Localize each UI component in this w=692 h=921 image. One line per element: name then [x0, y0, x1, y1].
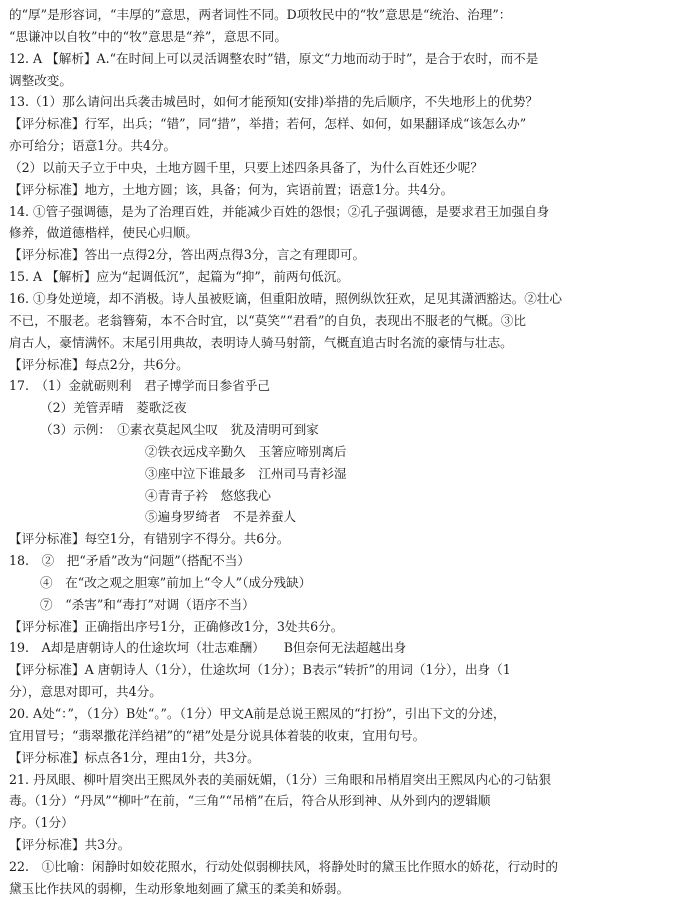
- text-line: 分），意思对即可，共4分。: [9, 684, 162, 700]
- text-line: ④青青子衿 悠悠我心: [145, 487, 271, 503]
- text-line: ④ 在“改之观之胆寒”前加上“令人”（成分残缺）: [40, 574, 312, 590]
- text-line: 【评分标准】每空1分，有错别字不得分。共6分。: [9, 531, 290, 547]
- text-line: “思谦冲以自牧”中的“牧”意思是“养”，意思不同。: [9, 28, 287, 44]
- text-line: ③座中泣下谁最多 江州司马青衫湿: [145, 465, 347, 481]
- text-line: 13.（1）那么请问出兵袭击城邑时，如何才能预知(安排)举措的先后顺序，不失地形上的优势？: [9, 94, 539, 110]
- text-line: 毒。（1分）“丹凤”“柳叶”在前，“三角”“吊梢”在后，符合从形到神、从外到内的逻辑顺: [9, 793, 491, 809]
- text-line: 的“厚”是形容词，“丰厚的”意思，两者词性不同。D项牧民中的“牧”意思是“统治、治理”：: [9, 7, 512, 22]
- text-line: 亦可给分；语意1分。共4分。: [9, 138, 177, 154]
- text-line: 18. ② 把“矛盾”改为“问题”（搭配不当）: [9, 553, 250, 569]
- text-line: ⑦ “杀害”和“毒打”对调（语序不当）: [40, 596, 255, 612]
- text-line: 12. A 【解析】A.“在时间上可以灵活调整农时”错，原文“力地而动于时”，是合于农时，而不是: [9, 50, 539, 66]
- text-line: 【评分标准】行军，出兵；“错”，同“措”，举措；若何，怎样、如何，如果翻译成“该怎么办”: [9, 116, 527, 132]
- text-line: 肩古人，豪情满怀。末尾引用典故，表明诗人骑马射箭，气概直追古时名流的豪情与壮志。: [9, 334, 513, 350]
- text-line: 宜用冒号；“翡翠撒花洋绉裙”的“裙”处是分说具体着装的收束，宜用句号。: [9, 727, 426, 743]
- text-line: 【评分标准】每点2分，共6分。: [9, 356, 189, 372]
- text-line: 调整改变。: [9, 72, 72, 88]
- text-line: ⑤遍身罗绮者 不是养蚕人: [145, 509, 297, 525]
- text-line: ②铁衣远戍辛勤久 玉箸应啼别离后: [145, 443, 347, 459]
- text-line: 19. A却是唐朝诗人的仕途坎坷（壮志难酬） B但奈何无法超越出身: [9, 640, 407, 656]
- text-line: 21. 丹凤眼、柳叶眉突出王熙凤外表的美丽妩媚，（1分）三角眼和吊梢眉突出王熙凤内心的刁钻狠: [9, 771, 552, 787]
- text-line: （2）羌管弄晴 菱歌泛夜: [40, 400, 187, 416]
- text-line: 【评分标准】正确指出序号1分，正确修改1分，3处共6分。: [9, 618, 344, 634]
- text-line: 不已，不服老。老翁簪菊，本不合时宜，以“莫笑”“君看”的自负，表现出不服老的气概。③比: [9, 312, 526, 328]
- text-line: 16. ①身处逆境，却不消极。诗人虽被贬谪，但重阳放晴，照例纵饮狂欢，足见其潇洒豁达。②壮心: [9, 290, 562, 306]
- text-line: 17. （1）金就砺则利 君子博学而日参省乎己: [9, 378, 271, 394]
- text-line: 22. ①比喻：闲静时如姣花照水，行动处似弱柳扶风，将静处时的黛玉比作照水的娇花，行动时的: [9, 858, 558, 874]
- text-line: 15. A 【解析】应为“起调低沉”，起篇为“抑”，前两句低沉。: [9, 269, 349, 285]
- text-line: 【评分标准】标点各1分，理由1分，共3分。: [9, 749, 260, 765]
- text-line: （3）示例： ①素衣莫起风尘叹 犹及清明可到家: [40, 422, 319, 438]
- text-line: 【评分标准】答出一点得2分，答出两点得3分，言之有理即可。: [9, 247, 366, 263]
- text-line: 修养，做道德楷样，使民心归顺。: [9, 225, 198, 241]
- text-line: 【评分标准】地方，土地方圆；该，具备；何为，宾语前置；语意1分。共4分。: [9, 181, 454, 197]
- text-line: 序。（1分）: [9, 815, 74, 831]
- text-line: （2）以前天子立于中央，土地方圆千里，只要上述四条具备了，为什么百姓还少呢？: [9, 159, 483, 175]
- text-line: 20. A处“：”，（1分）B处“。”。（1分）甲文A前是总说王熙凤的“打扮”，引出下文的分述，: [9, 706, 506, 721]
- text-line: 【评分标准】A 唐朝诗人（1分），仕途坎坷（1分）；B表示“转折”的用词（1分），出身（1: [9, 662, 511, 678]
- text-line: 黛玉比作扶风的弱柳，生动形象地刻画了黛玉的柔美和娇弱。: [9, 880, 350, 896]
- text-line: 【评分标准】共3分。: [9, 837, 131, 853]
- text-line: 14. ①管子强调德，是为了治理百姓，并能减少百姓的怨恨；②孔子强调德，是要求君王加强自身: [9, 203, 550, 219]
